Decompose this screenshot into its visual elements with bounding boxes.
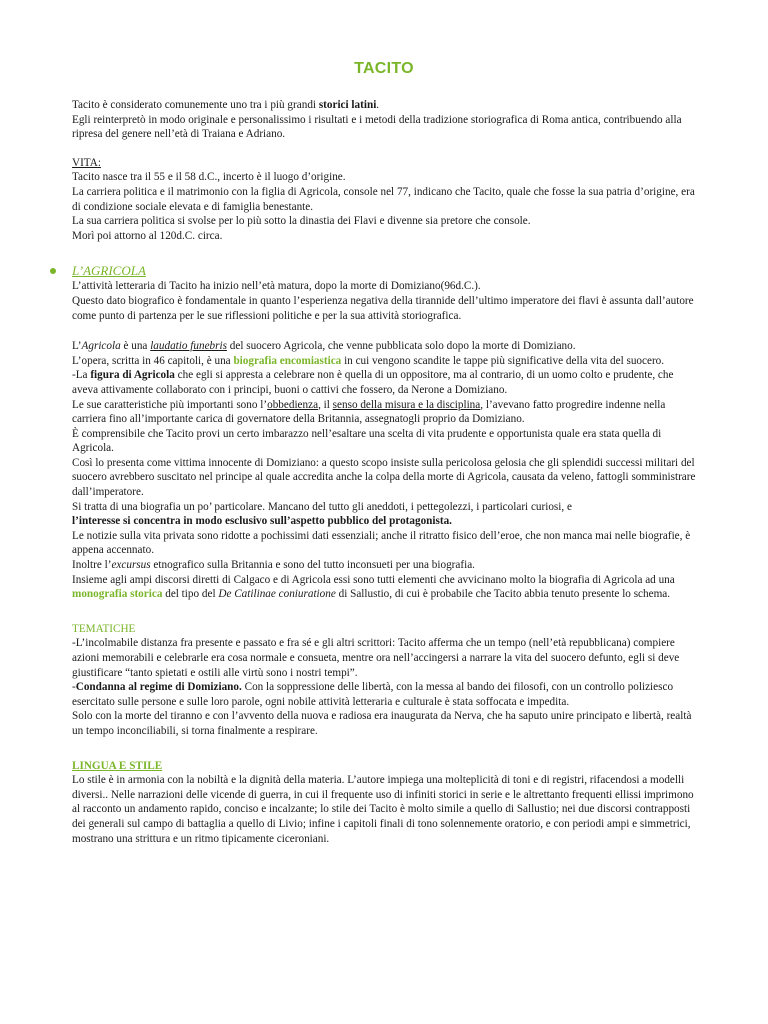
bullet-icon (50, 268, 56, 274)
agricola-heading-text: L’AGRICOLA (72, 263, 146, 279)
text-span: del suocero Agricola, che venne pubblicata solo dopo la morte di Domiziano. (226, 340, 576, 353)
text-span: - (72, 681, 76, 694)
green-highlight: monografia storica (72, 588, 163, 601)
intro-paragraph (72, 98, 696, 113)
text-span: di Sallustio, di cui è probabile che Tacito abbia tenuto presente lo schema. (335, 588, 671, 601)
text-span: , il (318, 398, 333, 411)
document-page (72, 60, 696, 846)
agricola-paragraph: È comprensibile che Tacito provi un certo imbarazzo nell’esaltare una scelta di vita prudente e opportunista quale era stata quella di Agricola. (72, 427, 662, 455)
agricola-paragraph (72, 339, 696, 354)
tematiche-paragraph: -L’incolmabile distanza fra presente e passato e fra sé e gli altri scrittori: Tacito afferma che un tempo (nell’età repubblicana) compiere azioni memorabili e celebrarle era cosa normale e consueta, mentre ora nell’accingersi a narrare la vita del suocero defunto, egli si deve giustificare “tanto spietati e ostili alle virtù sono i nostri tempi”. (72, 637, 680, 679)
text-span: in cui vengono scandite le tappe più significative della vita del suocero. (341, 354, 665, 367)
underline-span: senso della misura e la disciplina (332, 398, 481, 411)
agricola-paragraph: L’attività letteraria di Tacito ha inizio nell’età matura, dopo la morte di Domiziano(96d.C.). (72, 280, 481, 293)
agricola-paragraph: Si tratta di una biografia un po’ particolare. Mancano del tutto gli aneddoti, i pettegolezzi, i particolari curiosi, e (72, 500, 572, 513)
agricola-heading (72, 263, 696, 279)
intro-paragraph: Egli reinterpretò in modo originale e personalissimo i risultati e i metodi della tradizione storiografica di Roma antica, contribuendo alla ripresa del genere nell’età di Traiana e Adriano. (72, 113, 682, 141)
text-span: che egli si appresta a celebrare non è quella di un oppositore, ma al contrario, di un uomo colto e prudente, che aveva attivamente collaborato con i principi, buoni o cattivi che fossero, da Nerone a Domiziano. (72, 369, 674, 396)
text-span: L’opera, scritta in 46 capitoli, è una (72, 354, 234, 367)
agricola-paragraph (72, 398, 696, 427)
green-highlight: biografia encomiastica (233, 354, 342, 367)
intro-text: Tacito è considerato comunemente uno tra i più grandi (72, 99, 319, 111)
bold-span: Condanna al regime di Domiziano. (75, 681, 242, 694)
italic-span: excursus (111, 559, 151, 572)
agricola-paragraph: Questo dato biografico è fondamentale in quanto l’esperienza negativa della tirannide dell’ultimo imperatore dei flavi è assunta dall’autore come punto di partenza per le sue riflessioni politiche e per la sua attività storiografica. (72, 294, 694, 322)
text-span: L’ (72, 340, 82, 353)
bold-span: l’interesse si concentra in modo esclusivo sull’aspetto pubblico del protagonista. (72, 515, 452, 528)
agricola-paragraph (72, 514, 696, 529)
text-span: del tipo del (162, 588, 219, 601)
italic-span: Agricola (81, 340, 121, 353)
text-span: , l’avevano fatto progredire indenne nella carriera fino all’importante carica di governatore della Britannia, assegnatogli proprio da Domiziano. (72, 398, 666, 426)
vita-heading: VITA: (72, 156, 101, 169)
vita-paragraph: La carriera politica e il matrimonio con la figlia di Agricola, console nel 77, indicano che Tacito, quale che fosse la sua patria d’origine, era di condizione sociale elevata e di famiglia benestante. (72, 185, 695, 213)
vita-paragraph: La sua carriera politica si svolse per lo più sotto la dinastia dei Flavi e divenne sia pretore che console. (72, 215, 531, 228)
tematiche-heading: TEMATICHE (72, 622, 136, 635)
text-span: Inoltre l’ (72, 559, 112, 572)
text-span: Insieme agli ampi discorsi diretti di Calgaco e di Agricola essi sono tutti elementi che avvicinano molto la biografia di Agricola ad una (72, 573, 675, 586)
text-span: Le sue caratteristiche più importanti sono l’ (72, 398, 268, 411)
agricola-paragraph: Così lo presenta come vittima innocente di Domiziano: a questo scopo insiste sulla pericolosa gelosia che gli splendidi successi militari del suocero avrebbero suscitato nel principe al quale accredita anche la colpa della morte di Agricola, causata da veleno, fattogli somministrare dall’imperatore. (72, 456, 696, 499)
underline-span: obbedienza (267, 398, 319, 411)
agricola-paragraph (72, 368, 696, 397)
vita-paragraph: Tacito nasce tra il 55 e il 58 d.C., incerto è il luogo d’origine. (72, 171, 346, 184)
agricola-paragraph (72, 558, 696, 573)
bold-span: figura di Agricola (90, 369, 175, 382)
text-span: -La (72, 369, 91, 382)
text-span: Con la soppressione delle libertà, con la messa al bando dei filosofi, con un controllo poliziesco esercitato sulle persone e sulle loro parole, ogni nobile attività letteraria e culturale è stata soffocata e impedita. (72, 681, 674, 708)
italic-span: De Catilinae coniuratione (218, 588, 336, 601)
intro-bold: storici latini (318, 99, 377, 111)
italic-underline-span: laudatio funebris (150, 340, 227, 353)
vita-paragraph: Morì poi attorno al 120d.C. circa. (72, 229, 223, 242)
lingua-paragraph: Lo stile è in armonia con la nobiltà e la dignità della materia. L’autore impiega una molteplicità di toni e di registri, rifacendosi a modelli diversi.. Nelle narrazioni delle vicende di guerra, in cui il frequente uso di infiniti storici in serie e le altrettanto frequenti ellissi imprimono al racconto un andamento rapido, conciso e incalzante; lo stile dei Tacito è molto simile a quello di Sallustio; nei due discorsi contrapposti dei generali sul campo di battaglia a quello di Livio; infine i capitoli finali di tono solennemente oratorio, e con periodi ampi e simmetrici, mostrano una strittura e un ritmo tipicamente ciceroniani. (72, 774, 694, 845)
agricola-paragraph (72, 354, 696, 369)
text-span: è una (120, 340, 151, 353)
agricola-paragraph: Le notizie sulla vita privata sono ridotte a pochissimi dati essenziali; anche il ritratto fisico dell’eroe, che non manca mai nelle biografie, è appena accennato. (72, 529, 691, 557)
text-span: etnografico sulla Britannia e sono del tutto inconsueti per una biografia. (150, 559, 475, 572)
intro-text: . (376, 99, 380, 111)
tematiche-paragraph (72, 680, 696, 709)
page-title: TACITO (354, 60, 414, 77)
lingua-heading: LINGUA E STILE (72, 759, 163, 772)
tematiche-paragraph: Solo con la morte del tiranno e con l’avvento della nuova e radiosa era inaugurata da Nerva, che ha saputo unire principato e libertà, realtà un tempo inconciliabili, si torna finalmente a respirare. (72, 710, 692, 737)
agricola-paragraph (72, 573, 696, 602)
